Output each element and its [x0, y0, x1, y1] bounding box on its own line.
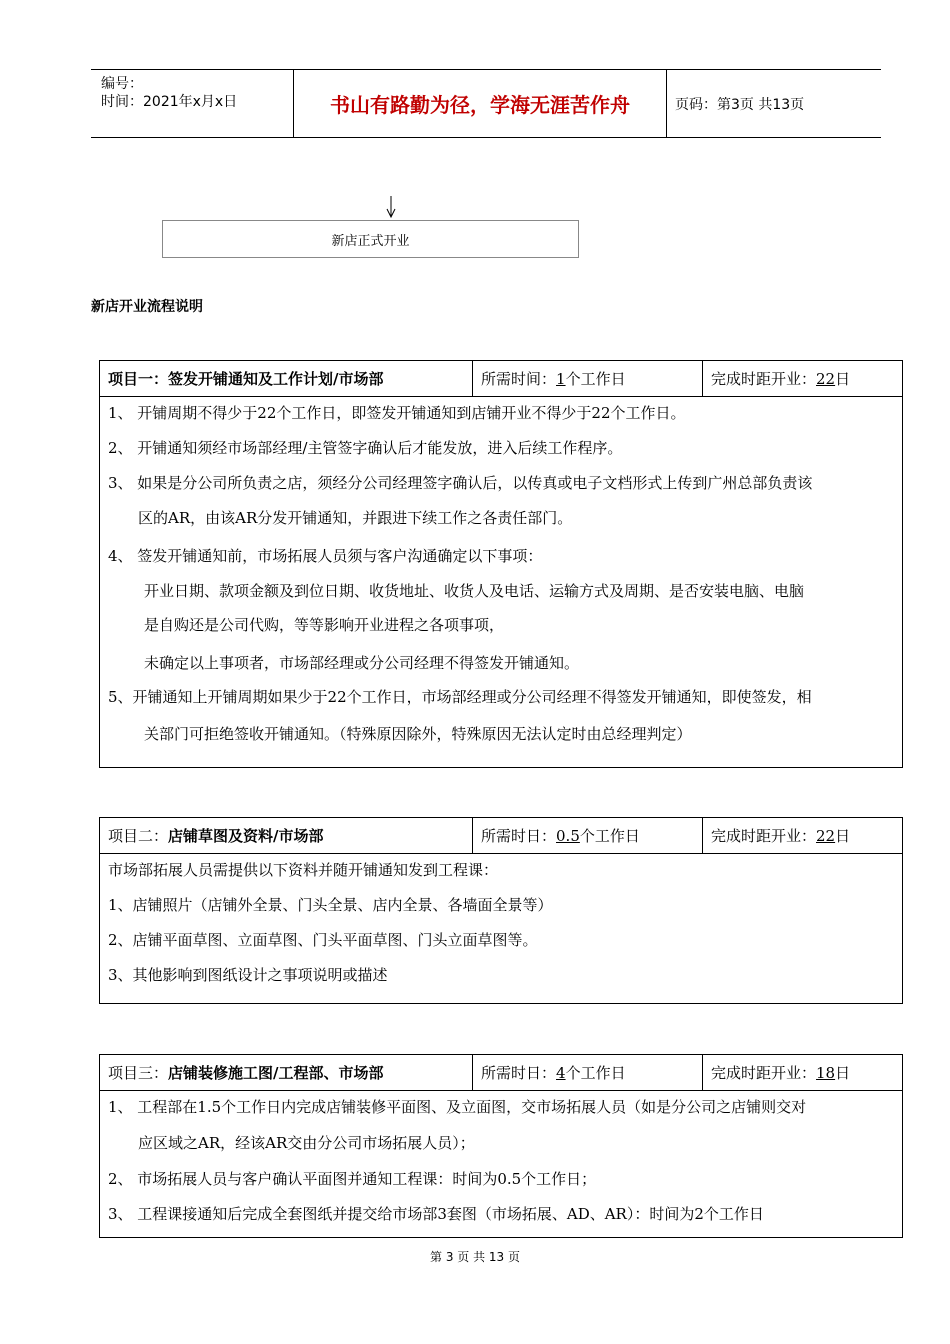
time-value: 1 — [556, 369, 566, 388]
body-line: 2、店铺平面草图、立面草图、门头平面草图、门头立面草图等。 — [108, 931, 538, 949]
item-table-1 — [99, 360, 903, 768]
countdown-prefix: 完成时距开业： — [711, 1064, 817, 1082]
item-prefix: 项目三： — [108, 1064, 169, 1082]
item-table-header — [100, 818, 902, 854]
countdown-cell — [703, 818, 902, 853]
body-line: 1、店铺照片（店铺外全景、门头全景、店内全景、各墙面全景等） — [108, 896, 553, 914]
countdown-suffix: 日 — [835, 1064, 851, 1082]
time-suffix: 个工作日 — [565, 1064, 626, 1082]
header-motto: 书山有路勤为径，学海无涯苦作舟 — [293, 70, 667, 137]
body-line: 区的AR，由该AR分发开铺通知，并跟进下续工作之各责任部门。 — [138, 509, 573, 527]
time-required-cell — [473, 361, 703, 396]
countdown-prefix: 完成时距开业： — [711, 370, 817, 388]
item-title-cell — [100, 361, 473, 396]
countdown-value: 22 — [816, 826, 836, 845]
item-title-cell — [100, 818, 473, 853]
body-line: 3、 如果是分公司所负责之店，须经分公司经理签字确认后，以传真或电子文档形式上传到广州总部负责该 — [108, 474, 813, 492]
body-line: 未确定以上事项者，市场部经理或分公司经理不得签发开铺通知。 — [144, 654, 580, 672]
item-title: 店铺草图及资料/市场部 — [168, 827, 324, 845]
countdown-suffix: 日 — [835, 370, 851, 388]
item-prefix: 项目一： — [108, 370, 169, 388]
number-label: 编号： — [101, 76, 143, 92]
page-header — [91, 69, 881, 138]
countdown-cell — [703, 361, 902, 396]
item-table-header — [100, 1055, 902, 1091]
flow-step-box: 新店正式开业 — [162, 220, 579, 258]
time-suffix: 个工作日 — [579, 827, 640, 845]
body-line: 2、 市场拓展人员与客户确认平面图并通知工程课：时间为0.5个工作日； — [108, 1170, 597, 1188]
item-title-cell — [100, 1055, 473, 1090]
body-line: 2、 开铺通知须经市场部经理/主管签字确认后才能发放，进入后续工作程序。 — [108, 439, 623, 457]
time-prefix: 所需时日： — [481, 827, 557, 845]
countdown-value: 18 — [816, 1063, 836, 1082]
time-prefix: 所需时间： — [481, 370, 557, 388]
countdown-cell — [703, 1055, 902, 1090]
body-line: 3、其他影响到图纸设计之事项说明或描述 — [108, 966, 388, 984]
header-meta — [91, 70, 293, 137]
time-required-cell — [473, 1055, 703, 1090]
flow-arrow-icon — [386, 196, 396, 220]
body-line: 1、 工程部在1.5个工作日内完成店铺装修平面图、及立面图，交市场拓展人员（如是分公司之店铺则交对 — [108, 1098, 807, 1116]
time-value: 4 — [556, 1063, 566, 1082]
item-title: 签发开铺通知及工作计划/市场部 — [168, 370, 384, 388]
time-value: 0.5 — [556, 826, 580, 845]
body-line: 关部门可拒绝签收开铺通知。（特殊原因除外，特殊原因无法认定时由总经理判定） — [144, 725, 692, 743]
time-required-cell — [473, 818, 703, 853]
item-title: 店铺装修施工图/工程部、市场部 — [168, 1064, 384, 1082]
page-number-label: 页码：第3页 共13页 — [675, 96, 805, 113]
item-table-header — [100, 361, 902, 397]
body-line: 1、 开铺周期不得少于22个工作日，即签发开铺通知到店铺开业不得少于22个工作日。 — [108, 404, 686, 422]
body-line: 5、开铺通知上开铺周期如果少于22个工作日，市场部经理或分公司经理不得签发开铺通知，即使签发，相 — [108, 688, 812, 706]
body-line: 开业日期、款项金额及到位日期、收货地址、收货人及电话、运输方式及周期、是否安装电脑、电脑 — [144, 582, 805, 600]
time-label: 时间：2021年x月x日 — [101, 94, 238, 110]
section-title: 新店开业流程说明 — [91, 299, 203, 315]
item-table-2 — [99, 817, 903, 1004]
body-line: 3、 工程课接通知后完成全套图纸并提交给市场部3套图（市场拓展、AD、AR）：时间为2个工作日 — [108, 1205, 764, 1223]
body-line: 应区域之AR，经该AR交由分公司市场拓展人员）； — [138, 1134, 475, 1152]
countdown-prefix: 完成时距开业： — [711, 827, 817, 845]
time-prefix: 所需时日： — [481, 1064, 557, 1082]
body-line: 市场部拓展人员需提供以下资料并随开铺通知发到工程课： — [108, 861, 499, 879]
time-suffix: 个工作日 — [565, 370, 626, 388]
body-line: 是自购还是公司代购，等等影响开业进程之各项事项， — [144, 616, 505, 634]
item-table-3 — [99, 1054, 903, 1238]
item-prefix: 项目二： — [108, 827, 169, 845]
page-footer: 第 3 页 共 13 页 — [430, 1250, 520, 1264]
countdown-value: 22 — [816, 369, 836, 388]
body-line: 4、 签发开铺通知前，市场拓展人员须与客户沟通确定以下事项： — [108, 547, 543, 565]
countdown-suffix: 日 — [835, 827, 851, 845]
